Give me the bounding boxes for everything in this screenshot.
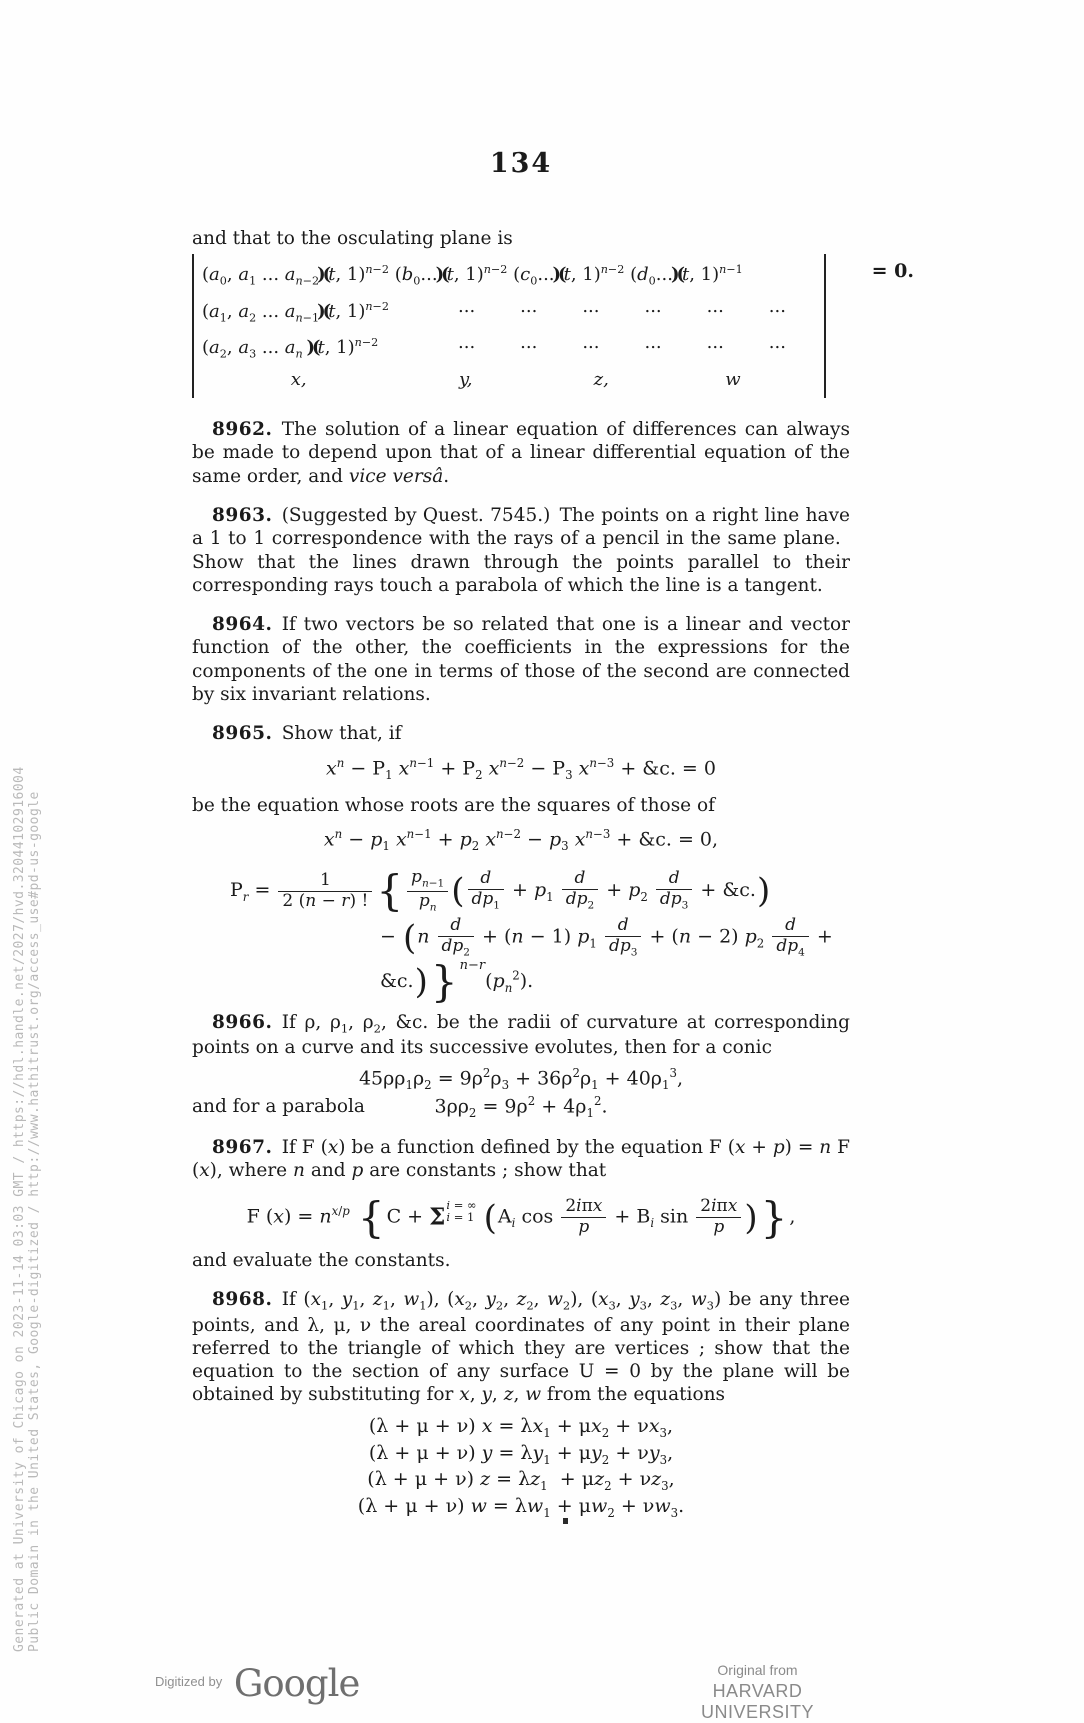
problem-8966-parabola-line xyxy=(192,1094,850,1120)
determinant-equals-zero: = 0. xyxy=(871,260,914,283)
intro-line: and that to the osculating plane is xyxy=(192,228,513,249)
institution-label: HARVARD UNIVERSITY xyxy=(700,1681,815,1722)
determinant-row-3-left: ($a_2$, $a_3$ ... $a_n$ )(t, 1)$^{n-2}$ xyxy=(202,336,379,362)
problem-8965-mid-text: be the equation whose roots are the squares of those of xyxy=(192,794,715,816)
problem-8968-equation-z: (λ + μ + ν) $z = \lambda z_1 + \mu z_2 + \nu z_3$, xyxy=(367,1468,675,1494)
problem-8966-number: 8966. xyxy=(212,1012,273,1034)
problem-8965-equation-2: $x^n - p_1$ $x^{n-1} + p_2$ $x^{n-2} - p_3$ $x^{n-3}$ + &c. = 0, xyxy=(323,827,719,854)
problem-8962-text: The solution of a linear equation of differences can always be made to depend upon that of a linear differential equation of the same order, and vice versâ. xyxy=(192,419,850,487)
determinant-row-2-dots: ... ... ... ... ... ... xyxy=(458,295,786,317)
problem-8967 xyxy=(192,1136,850,1183)
footer-original xyxy=(660,1662,855,1723)
problem-8967-equation: F $(x) = n^{x/p}$ { C + Σ i = ∞ i = 1 ($A_i$ cos 2iπx p + $B_i$ sin 2iπx p )} , xyxy=(246,1192,796,1242)
determinant-row-1: ($a_0$, $a_1$ ... $a_{n-2})(t$, 1)$^{n-2}$ $(b_0...)(t$, 1)$^{n-2}$ $(c_0...)(t$, 1)$^{n-2}$ $(d_0...)(t$, 1)$^{n-1}$ xyxy=(202,263,743,288)
problem-8964 xyxy=(192,613,850,706)
determinant-row-2 xyxy=(202,294,814,331)
digitized-by-label: Digitized by xyxy=(155,1674,223,1689)
problem-8963-text: (Suggested by Quest. 7545.) The points on a right line have a 1 to 1 correspondence with the rays of a pencil in the same plane. Show that the lines drawn through the points parallel to their corresponding rays touch a parabola of which the line is a tangent. xyxy=(192,504,850,596)
google-logo: Google xyxy=(233,1662,360,1705)
osculating-plane-determinant xyxy=(192,254,914,398)
problem-8967-text: If F (x) be a function defined by the equation F (x + p) = n F (x), where n and p are constants ; show that xyxy=(192,1136,851,1182)
ink-speck xyxy=(563,1518,568,1524)
library-watermark xyxy=(12,766,42,1652)
problem-8968-number: 8968. xyxy=(212,1289,273,1311)
problem-8968-equation-x: (λ + μ + ν) $x = \lambda x_1 + \mu x_2 + \nu x_3$, xyxy=(368,1414,674,1440)
original-from-label: Original from xyxy=(717,1662,798,1678)
problem-8965-number: 8965. xyxy=(212,723,273,745)
problem-8962-number: 8962. xyxy=(212,419,273,441)
problem-8962 xyxy=(192,418,850,488)
problem-8965-pr-formula-line-2: − (n $\frac{d}{dp_2}$ + (n − 1) $p_1$ $\frac{d}{dp_3}$ + (n − 2) $p_2$ $\frac{d}{dp_4}$ + &c.)} $^{n-r}(p_n^2)$. xyxy=(380,915,833,1007)
problem-8968-equation-w: (λ + μ + ν) $w = \lambda w_1 + \mu w_2 + \nu w_3$. xyxy=(357,1495,685,1520)
determinant-row-3-dots: ... ... ... ... ... ... xyxy=(458,332,786,354)
problem-8966-parabola-label: and for a parabola xyxy=(192,1095,365,1117)
footer-digitized xyxy=(155,1662,359,1705)
problem-8965-equation-1: $x^n - P_1$ $x^{n-1} + P_2$ $x^{n-2} - P_3$ $x^{n-3}$ + &c. = 0 xyxy=(326,755,716,782)
problem-8964-number: 8964. xyxy=(212,614,273,636)
problem-8966-equation-2: $3\rho\rho_2 = 9\rho^2 + 4\rho_1^2$. xyxy=(434,1093,608,1120)
problem-8966 xyxy=(192,1011,850,1059)
problem-8965 xyxy=(192,722,850,745)
problem-8967-number: 8967. xyxy=(212,1136,273,1158)
watermark-line-2: Public Domain in the United States, Google-digitized / http://www.hathitrust.org/access_use#pd-us-google xyxy=(27,791,42,1652)
determinant-body xyxy=(192,254,826,398)
problem-8966-equation-1: $45\rho\rho_1\rho_2 = 9\rho^2\rho_3 + 36\rho^2\rho_1 + 40\rho_1^3$, xyxy=(358,1065,684,1092)
problem-8964-text: If two vectors be so related that one is a linear and vector function of the other, the coefficients in the expressions for the components of the one in terms of those of the second are connected by six invariant relations. xyxy=(192,614,850,706)
determinant-row-3 xyxy=(202,330,814,367)
watermark-line-1: Generated at University of Chicago on 2023-11-14 03:03 GMT / https://hdl.handle.net/2027/hvd.32044102916004 xyxy=(12,766,27,1652)
problem-8963-number: 8963. xyxy=(212,504,273,526)
book-page xyxy=(192,148,914,1522)
problem-8968-equation-y: (λ + μ + ν) $y = \lambda y_1 + \mu y_2 + \nu y_3$, xyxy=(368,1441,674,1467)
page-number: 134 xyxy=(489,148,553,179)
problem-8966-text: If ρ, $\rho_1$, $\rho_2$, &c. be the radii of curvature at corresponding points on a curve and its successive evolutes, then for a conic xyxy=(192,1012,850,1059)
problem-8968 xyxy=(192,1288,850,1406)
determinant-variable-row: x, y, z, w xyxy=(290,369,741,391)
problem-8965-pr-formula-line-1: $P_r$ = $\frac{1}{2 (n - r) !}$ { $\frac{p_{n-1}}{p_n}$ ( $\frac{d}{dp_1}$ + $p_1$ $\frac{d}{dp_2}$ + $p_2$ $\frac{d}{dp_3}$ + &c.) xyxy=(230,866,771,916)
problem-8965-lead: Show that, if xyxy=(281,723,402,745)
problem-8967-tail: and evaluate the constants. xyxy=(192,1250,451,1272)
problem-8968-text: If ($x_1$, $y_1$, $z_1$, $w_1$), ($x_2$, $y_2$, $z_2$, $w_2$), ($x_3$, $y_3$, $z_3$, $w_3$) be any three points, and λ, μ, ν the areal coordinates of any point in their plane referred to the triangle of which they are vertices ; show that the equation to the section of any surface U = 0 by the plane will be obtained by substituting for x, y, z, w from the equations xyxy=(192,1289,851,1406)
problem-8963 xyxy=(192,504,850,597)
determinant-row-2-left: ($a_1$, $a_2$ ... $a_{n-1})(t$, 1)$^{n-2}$ xyxy=(202,299,389,325)
